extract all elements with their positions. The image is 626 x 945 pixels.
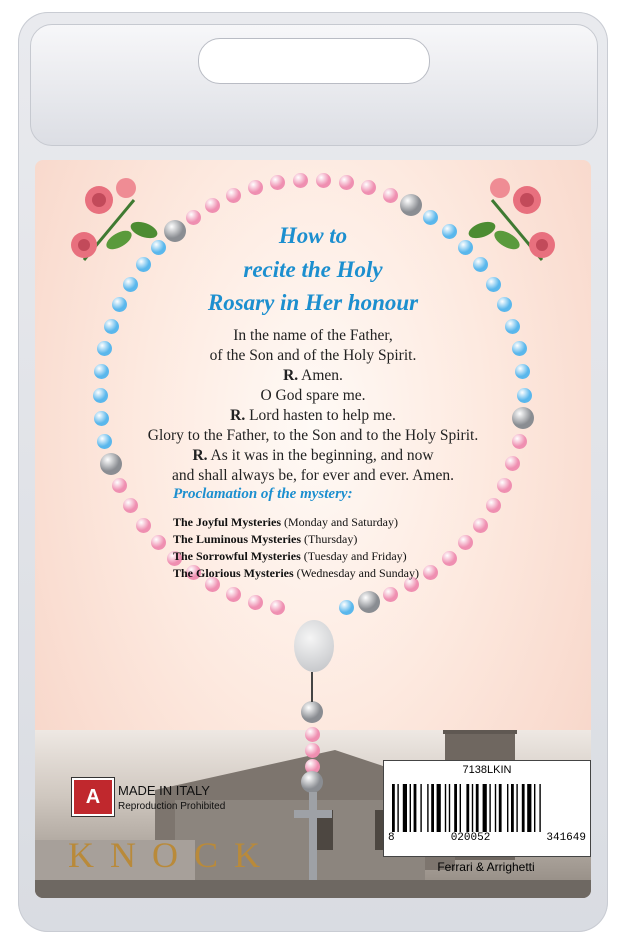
- barcode-bar: [427, 784, 428, 832]
- prayer-line-7: R. As it was in the beginning, and now: [192, 447, 434, 464]
- barcode-bar: [483, 784, 487, 832]
- barcode-bar: [392, 784, 395, 832]
- knock-logo: KNOCK: [68, 835, 277, 875]
- barcode-bar: [507, 784, 508, 832]
- barcode-digit-3: 341649: [546, 832, 586, 844]
- rosary-bead: [226, 188, 241, 203]
- barcode-bar: [527, 784, 531, 832]
- crucifix-icon: [290, 792, 336, 882]
- barcode-bar: [460, 784, 461, 832]
- rosary-bead: [151, 535, 166, 550]
- barcode-bar: [410, 784, 411, 832]
- mystery-glorious: The Glorious Mysteries (Wednesday and Sunday): [173, 566, 419, 580]
- mystery-joyful: The Joyful Mysteries (Monday and Saturday): [173, 515, 398, 529]
- barcode-bar: [437, 784, 441, 832]
- barcode-digit-1: 8: [388, 832, 395, 844]
- rosary-tail-bead: [301, 771, 323, 793]
- rosary-bead: [358, 591, 380, 613]
- prayer-line-1: In the name of the Father,: [233, 327, 393, 344]
- rosary-bead: [248, 595, 263, 610]
- title-line-1: How to: [278, 223, 348, 248]
- barcode-bar: [522, 784, 525, 832]
- barcode-bar: [397, 784, 398, 832]
- prayer-line-4: O God spare me.: [260, 387, 366, 404]
- rosary-chain: [311, 672, 313, 702]
- rosary-tail-bead: [305, 727, 320, 742]
- barcode-bar: [511, 784, 514, 832]
- rosary-bead: [293, 173, 308, 188]
- sku-label: 7138LKIN: [383, 760, 591, 780]
- barcode-icon: [392, 784, 582, 832]
- rosary-tail-bead: [301, 701, 323, 723]
- barcode-bar: [420, 784, 421, 832]
- rosary-bead: [316, 173, 331, 188]
- barcode-bar: [516, 784, 517, 832]
- rosary-medal: [294, 620, 334, 672]
- barcode-bar: [449, 784, 450, 832]
- barcode-bar: [414, 784, 417, 832]
- mystery-sorrowful: The Sorrowful Mysteries (Tuesday and Friday): [173, 549, 407, 563]
- rosary-bead: [136, 518, 151, 533]
- title-line-2: recite the Holy: [243, 257, 383, 282]
- prayer-line-3: R. Amen.: [283, 367, 343, 384]
- barcode-label: [383, 778, 591, 857]
- barcode-bar: [534, 784, 535, 832]
- barcode-bar: [539, 784, 540, 832]
- made-in-italy: MADE IN ITALY: [118, 783, 210, 798]
- barcode-bar: [495, 784, 496, 832]
- barcode-bar: [499, 784, 502, 832]
- prayer-line-5: R. Lord hasten to help me.: [230, 407, 396, 424]
- prayer-line-8: and shall always be, for ever and ever. Amen.: [172, 467, 454, 484]
- barcode-digits: [388, 832, 586, 844]
- reproduction-prohibited: Reproduction Prohibited: [118, 801, 226, 812]
- mystery-luminous: The Luminous Mysteries (Thursday): [173, 532, 358, 546]
- rosary-bead: [270, 600, 285, 615]
- barcode-bar: [454, 784, 457, 832]
- hang-hole: [198, 38, 430, 84]
- prayer-line-6: Glory to the Father, to the Son and to the Holy Spirit.: [147, 427, 479, 444]
- barcode-bar: [489, 784, 490, 832]
- rosary-tail-bead: [305, 743, 320, 758]
- prayer-line-2: of the Son and of the Holy Spirit.: [209, 347, 417, 364]
- barcode-bar: [403, 784, 407, 832]
- title-line-3: Rosary in Her honour: [207, 290, 419, 315]
- barcode-bar: [472, 784, 473, 832]
- rosary-bead: [205, 198, 220, 213]
- maker-name: Ferrari & Arrighetti: [437, 860, 535, 874]
- rosary-bead: [383, 188, 398, 203]
- barcode-digit-2: 020052: [450, 832, 491, 844]
- barcode-bar: [431, 784, 434, 832]
- barcode-bar: [466, 784, 469, 832]
- barcode-bar: [445, 784, 446, 832]
- fa-logo: A: [72, 778, 114, 816]
- barcode-bar: [476, 784, 479, 832]
- mystery-heading: Proclamation of the mystery:: [173, 486, 353, 502]
- rosary-bead: [339, 600, 354, 615]
- rosary-bead: [473, 518, 488, 533]
